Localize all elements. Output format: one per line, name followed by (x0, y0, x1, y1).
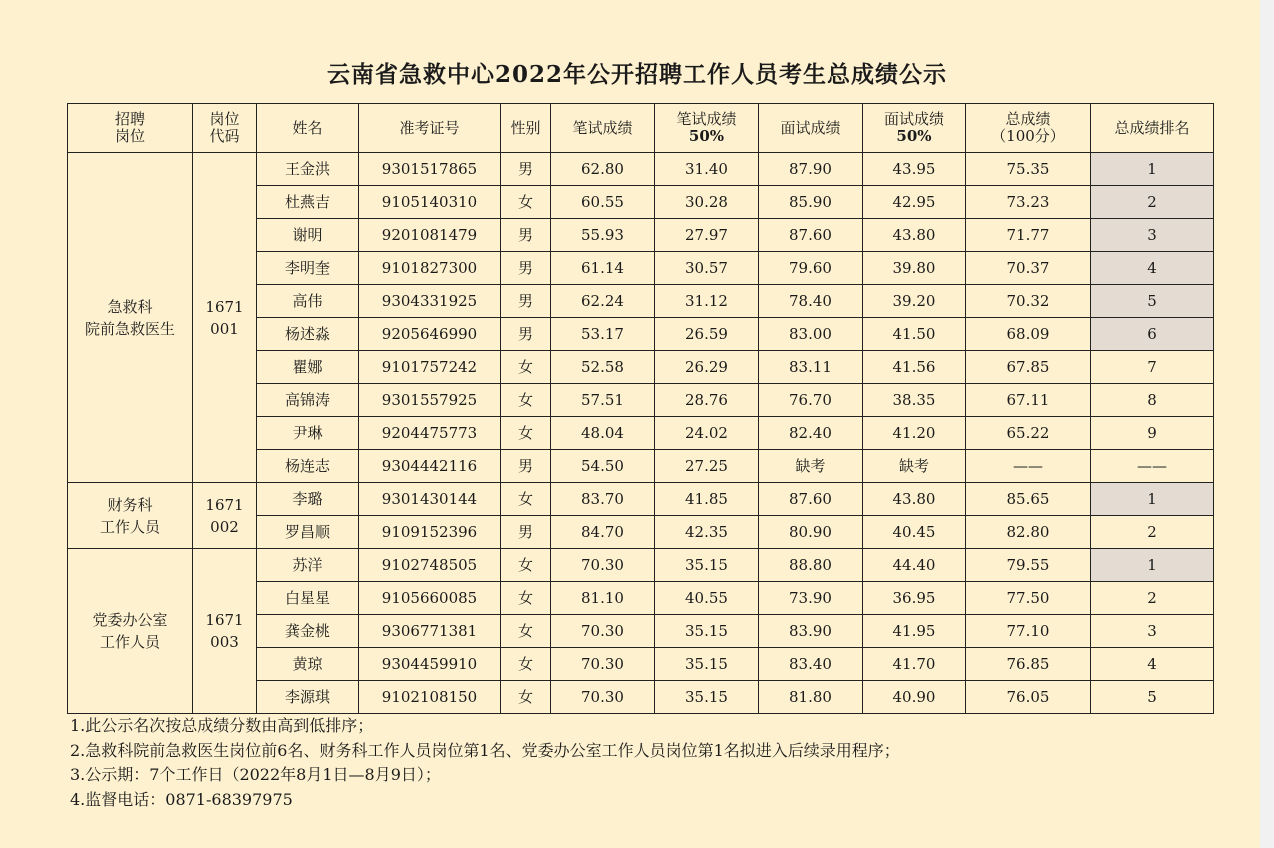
cell-exam-id: 9304459910 (359, 648, 501, 681)
cell-name: 罗昌顺 (257, 516, 359, 549)
cell-gender: 男 (501, 153, 551, 186)
cell-written: 81.10 (551, 582, 655, 615)
cell-interview-50: 缺考 (863, 450, 966, 483)
cell-written: 70.30 (551, 615, 655, 648)
cell-position: 党委办公室 工作人员 (68, 549, 193, 714)
cell-written: 70.30 (551, 549, 655, 582)
cell-rank: 3 (1091, 615, 1214, 648)
cell-rank: 7 (1091, 351, 1214, 384)
cell-name: 杜燕吉 (257, 186, 359, 219)
cell-interview-50: 38.35 (863, 384, 966, 417)
cell-written: 62.24 (551, 285, 655, 318)
cell-exam-id: 9102748505 (359, 549, 501, 582)
cell-gender: 女 (501, 483, 551, 516)
cell-total: 65.22 (966, 417, 1091, 450)
cell-interview-50: 43.80 (863, 483, 966, 516)
cell-gender: 男 (501, 318, 551, 351)
cell-written-50: 41.85 (655, 483, 759, 516)
cell-exam-id: 9304442116 (359, 450, 501, 483)
cell-exam-id: 9301517865 (359, 153, 501, 186)
cell-written: 83.70 (551, 483, 655, 516)
cell-exam-id: 9102108150 (359, 681, 501, 714)
cell-interview: 78.40 (759, 285, 863, 318)
cell-written-50: 30.28 (655, 186, 759, 219)
cell-written: 84.70 (551, 516, 655, 549)
score-table (67, 103, 1214, 714)
cell-name: 瞿娜 (257, 351, 359, 384)
cell-interview: 缺考 (759, 450, 863, 483)
cell-name: 白星星 (257, 582, 359, 615)
cell-written: 52.58 (551, 351, 655, 384)
cell-rank: 4 (1091, 252, 1214, 285)
table-header-row (68, 104, 1214, 153)
cell-interview: 87.60 (759, 483, 863, 516)
cell-written-50: 35.15 (655, 648, 759, 681)
cell-written-50: 27.25 (655, 450, 759, 483)
header-position: 招聘 岗位 (68, 104, 193, 153)
page-edge (1260, 0, 1274, 848)
cell-written-50: 35.15 (655, 615, 759, 648)
cell-total: 77.10 (966, 615, 1091, 648)
cell-total: 67.85 (966, 351, 1091, 384)
cell-interview-50: 41.70 (863, 648, 966, 681)
cell-written-50: 26.29 (655, 351, 759, 384)
cell-interview-50: 44.40 (863, 549, 966, 582)
header-written-50: 笔试成绩 50% (655, 104, 759, 153)
header-written: 笔试成绩 (551, 104, 655, 153)
cell-interview: 73.90 (759, 582, 863, 615)
cell-written: 70.30 (551, 681, 655, 714)
header-name: 姓名 (257, 104, 359, 153)
cell-gender: 男 (501, 285, 551, 318)
cell-interview: 83.90 (759, 615, 863, 648)
cell-exam-id: 9304331925 (359, 285, 501, 318)
cell-rank: 3 (1091, 219, 1214, 252)
table-row (68, 549, 1214, 582)
cell-exam-id: 9301430144 (359, 483, 501, 516)
cell-code: 1671 001 (193, 153, 257, 483)
cell-exam-id: 9109152396 (359, 516, 501, 549)
cell-interview-50: 42.95 (863, 186, 966, 219)
cell-gender: 女 (501, 681, 551, 714)
cell-exam-id: 9105140310 (359, 186, 501, 219)
cell-interview: 76.70 (759, 384, 863, 417)
cell-exam-id: 9201081479 (359, 219, 501, 252)
header-code: 岗位 代码 (193, 104, 257, 153)
cell-total: 70.37 (966, 252, 1091, 285)
cell-interview-50: 43.80 (863, 219, 966, 252)
cell-interview-50: 41.56 (863, 351, 966, 384)
note-item: 1.此公示名次按总成绩分数由高到低排序； (70, 716, 374, 735)
cell-rank: 1 (1091, 483, 1214, 516)
cell-interview-50: 41.95 (863, 615, 966, 648)
cell-rank: 1 (1091, 153, 1214, 186)
cell-rank: 2 (1091, 516, 1214, 549)
cell-rank: 8 (1091, 384, 1214, 417)
cell-exam-id: 9301557925 (359, 384, 501, 417)
cell-written-50: 31.40 (655, 153, 759, 186)
cell-interview: 80.90 (759, 516, 863, 549)
cell-interview: 83.40 (759, 648, 863, 681)
cell-interview-50: 41.20 (863, 417, 966, 450)
cell-interview-50: 39.80 (863, 252, 966, 285)
header-interview: 面试成绩 (759, 104, 863, 153)
cell-interview: 81.80 (759, 681, 863, 714)
table-row (68, 153, 1214, 186)
cell-total: —— (966, 450, 1091, 483)
cell-name: 王金洪 (257, 153, 359, 186)
cell-interview-50: 39.20 (863, 285, 966, 318)
cell-gender: 女 (501, 417, 551, 450)
cell-written: 62.80 (551, 153, 655, 186)
cell-position: 急救科 院前急救医生 (68, 153, 193, 483)
cell-total: 82.80 (966, 516, 1091, 549)
cell-rank: 2 (1091, 186, 1214, 219)
cell-code: 1671 002 (193, 483, 257, 549)
cell-gender: 女 (501, 648, 551, 681)
cell-written-50: 24.02 (655, 417, 759, 450)
note-item: 2.急救科院前急救医生岗位前6名、财务科工作人员岗位第1名、党委办公室工作人员岗位第1名拟进入后续录用程序； (70, 740, 900, 760)
cell-interview: 79.60 (759, 252, 863, 285)
cell-total: 67.11 (966, 384, 1091, 417)
page-title: 云南省急救中心2022年公开招聘工作人员考生总成绩公示 (326, 61, 947, 88)
cell-written-50: 42.35 (655, 516, 759, 549)
cell-exam-id: 9306771381 (359, 615, 501, 648)
cell-total: 77.50 (966, 582, 1091, 615)
cell-interview-50: 40.90 (863, 681, 966, 714)
cell-written: 54.50 (551, 450, 655, 483)
cell-interview-50: 36.95 (863, 582, 966, 615)
cell-total: 71.77 (966, 219, 1091, 252)
cell-exam-id: 9101757242 (359, 351, 501, 384)
cell-total: 73.23 (966, 186, 1091, 219)
cell-rank: 2 (1091, 582, 1214, 615)
cell-rank: 4 (1091, 648, 1214, 681)
cell-interview: 85.90 (759, 186, 863, 219)
cell-total: 85.65 (966, 483, 1091, 516)
cell-written-50: 28.76 (655, 384, 759, 417)
cell-name: 李璐 (257, 483, 359, 516)
cell-gender: 女 (501, 384, 551, 417)
cell-rank: —— (1091, 450, 1214, 483)
cell-total: 68.09 (966, 318, 1091, 351)
note-item: 3.公示期：7个工作日（2022年8月1日—8月9日）； (70, 765, 441, 784)
note-item: 4.监督电话：0871-68397975 (70, 789, 293, 809)
cell-interview: 83.00 (759, 318, 863, 351)
cell-interview-50: 40.45 (863, 516, 966, 549)
cell-name: 黄琼 (257, 648, 359, 681)
cell-written: 48.04 (551, 417, 655, 450)
cell-code: 1671 003 (193, 549, 257, 714)
cell-exam-id: 9101827300 (359, 252, 501, 285)
cell-total: 70.32 (966, 285, 1091, 318)
cell-written-50: 35.15 (655, 681, 759, 714)
cell-rank: 9 (1091, 417, 1214, 450)
cell-interview-50: 41.50 (863, 318, 966, 351)
cell-written: 53.17 (551, 318, 655, 351)
cell-written: 61.14 (551, 252, 655, 285)
cell-gender: 女 (501, 351, 551, 384)
cell-gender: 男 (501, 516, 551, 549)
cell-total: 79.55 (966, 549, 1091, 582)
cell-name: 龚金桃 (257, 615, 359, 648)
table-body (68, 153, 1214, 714)
cell-written: 57.51 (551, 384, 655, 417)
cell-exam-id: 9105660085 (359, 582, 501, 615)
notes (70, 714, 900, 812)
cell-gender: 男 (501, 219, 551, 252)
cell-name: 尹琳 (257, 417, 359, 450)
cell-interview: 82.40 (759, 417, 863, 450)
cell-written-50: 40.55 (655, 582, 759, 615)
cell-name: 苏洋 (257, 549, 359, 582)
cell-total: 76.05 (966, 681, 1091, 714)
cell-gender: 女 (501, 615, 551, 648)
cell-name: 杨述淼 (257, 318, 359, 351)
cell-interview: 83.11 (759, 351, 863, 384)
cell-name: 李明奎 (257, 252, 359, 285)
cell-name: 高伟 (257, 285, 359, 318)
header-total: 总成绩 （100分） (966, 104, 1091, 153)
cell-rank: 5 (1091, 681, 1214, 714)
cell-gender: 男 (501, 252, 551, 285)
cell-rank: 5 (1091, 285, 1214, 318)
table-row (68, 483, 1214, 516)
cell-interview-50: 43.95 (863, 153, 966, 186)
cell-written-50: 35.15 (655, 549, 759, 582)
cell-written: 55.93 (551, 219, 655, 252)
cell-written: 70.30 (551, 648, 655, 681)
cell-gender: 女 (501, 582, 551, 615)
cell-written-50: 31.12 (655, 285, 759, 318)
cell-exam-id: 9204475773 (359, 417, 501, 450)
cell-gender: 男 (501, 450, 551, 483)
header-rank: 总成绩排名 (1091, 104, 1214, 153)
cell-interview: 87.90 (759, 153, 863, 186)
cell-rank: 1 (1091, 549, 1214, 582)
cell-position: 财务科 工作人员 (68, 483, 193, 549)
cell-name: 杨连志 (257, 450, 359, 483)
header-exam-id: 准考证号 (359, 104, 501, 153)
cell-name: 李源琪 (257, 681, 359, 714)
cell-written-50: 27.97 (655, 219, 759, 252)
cell-gender: 女 (501, 549, 551, 582)
cell-name: 谢明 (257, 219, 359, 252)
cell-interview: 88.80 (759, 549, 863, 582)
cell-interview: 87.60 (759, 219, 863, 252)
cell-name: 高锦涛 (257, 384, 359, 417)
cell-written-50: 30.57 (655, 252, 759, 285)
cell-rank: 6 (1091, 318, 1214, 351)
cell-written: 60.55 (551, 186, 655, 219)
cell-written-50: 26.59 (655, 318, 759, 351)
cell-total: 75.35 (966, 153, 1091, 186)
header-interview-50: 面试成绩 50% (863, 104, 966, 153)
header-gender: 性别 (501, 104, 551, 153)
cell-total: 76.85 (966, 648, 1091, 681)
cell-gender: 女 (501, 186, 551, 219)
cell-exam-id: 9205646990 (359, 318, 501, 351)
